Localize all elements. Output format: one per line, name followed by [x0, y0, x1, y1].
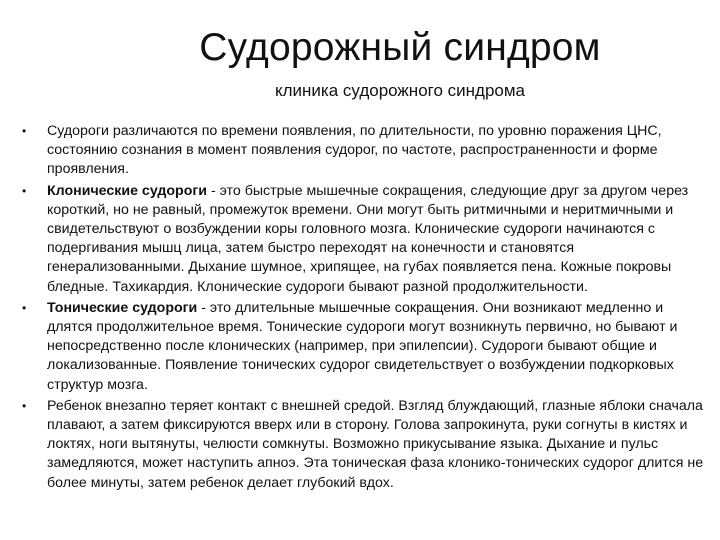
- bullet-item-4: [20, 397, 710, 493]
- bullet-icon: •: [22, 124, 27, 138]
- slide-subtitle: клиника судорожного синдрома: [274, 81, 526, 100]
- bullet-text: Ребенок внезапно теряет контакт с внешней средой. Взгляд блуждающий, глазные яблоки сначала плавают, а затем фиксируются вверх или в сторону. Голова запрокинута, руки согнуты в кистях и локтях, ноги вытянуты, челюсти сомкнуты. Возможно прикусывание языка. Дыхание и пульс замедляются, может наступить апноэ. Эта тоническая фаза клонико-тонических судорог длится не более минуты, затем ребенок делает глубокий вдох.: [47, 397, 704, 491]
- bullet-icon: •: [22, 398, 27, 413]
- bullet-text: - это длительные мышечные сокращения. Они возникают медленно и длятся продолжительное время. Тонические судороги могут возникнуть первично, но бывают и непосредственно после клонических (например, при эпилепсии). Судороги бывают общие и локализованные. Появление тонических судорог свидетельствует о возбуждении подкорковых структур мозга.: [47, 299, 678, 393]
- bullet-text: Судороги различаются по времени появления, по длительности, по уровню поражения ЦНС, состоянию сознания в момент появления судорог, по частоте, распространенности и форме проявления.: [47, 123, 662, 178]
- bullet-item-1: [20, 122, 710, 180]
- bullet-item-3: [20, 299, 710, 395]
- bullet-list: [20, 122, 710, 495]
- term-tonic: Тонические судороги: [47, 299, 198, 316]
- bullet-item-2: [20, 182, 710, 297]
- bullet-icon: •: [22, 183, 27, 198]
- term-clonic: Клонические судороги: [47, 182, 207, 199]
- bullet-icon: •: [22, 300, 27, 315]
- slide-title: Судорожный синдром: [199, 26, 601, 69]
- bullet-text: - это быстрые мышечные сокращения, следующие друг за другом через короткий, но не равный, промежуток времени. Они могут быть ритмичными и неритмичными и свидетельствуют о возбуждении коры головного мозга. Клонические судороги начинаются с подергивания мышц лица, затем быстро переходят на конечности и становятся генерализованными. Дыхание шумное, хрипящее, на губах появляется пена. Кожные покровы бледные. Тахикардия. Клонические судороги бывают разной продолжительности.: [47, 182, 689, 295]
